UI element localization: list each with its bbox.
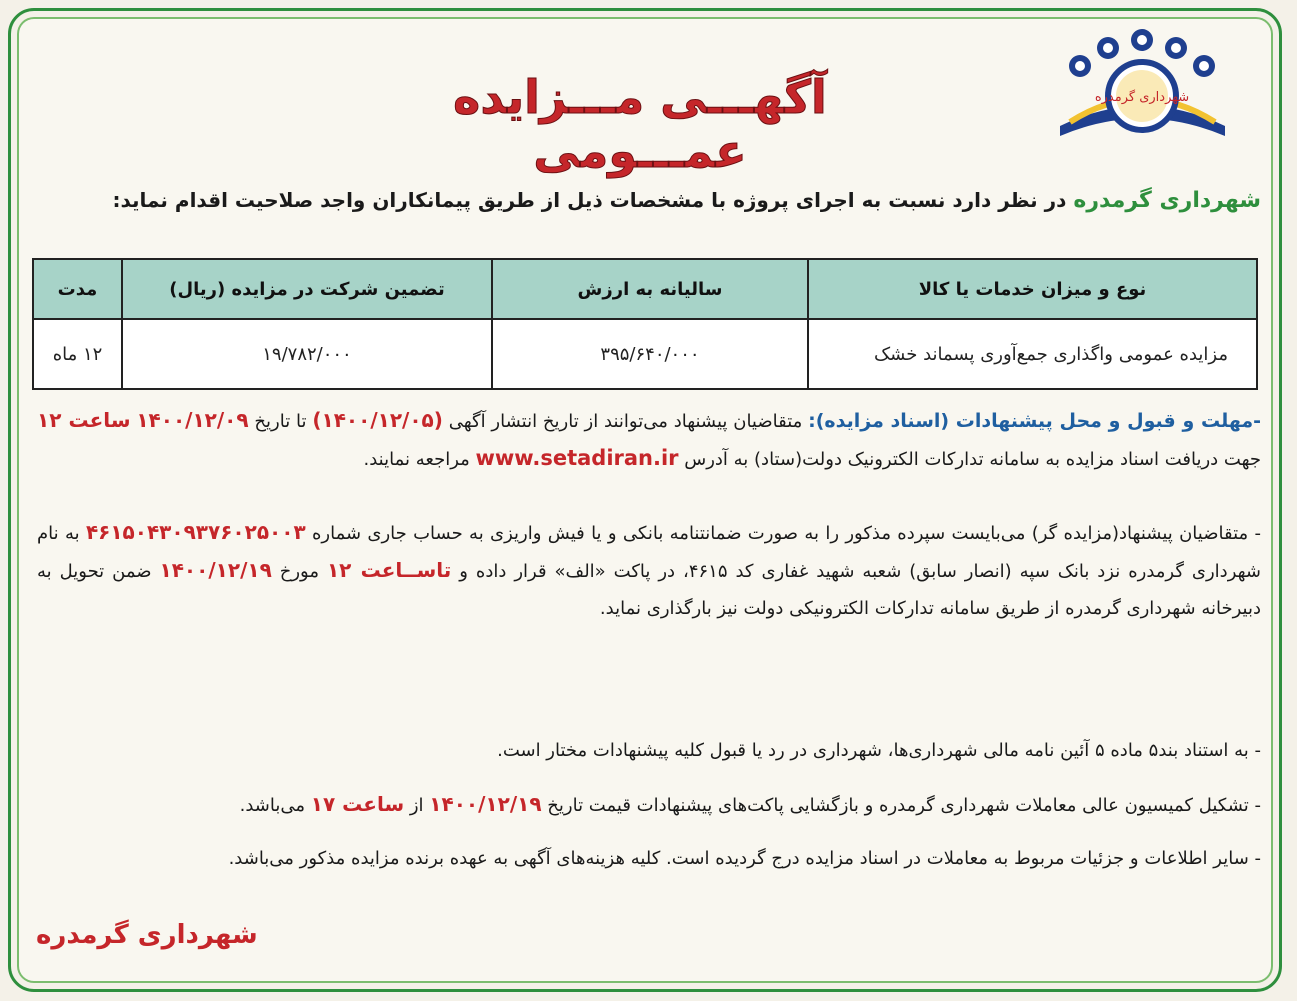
commission-hour: ساعت ۱۷ xyxy=(310,792,405,816)
intro-text xyxy=(41,188,1261,213)
commission-date: ۱۴۰۰/۱۲/۱۹ xyxy=(429,792,542,816)
table-row xyxy=(33,319,1257,389)
header-guarantee: تضمین شرکت در مزایده (ریال) xyxy=(122,259,492,319)
commission-text-3: می‌باشد. xyxy=(239,795,311,816)
auction-table xyxy=(32,258,1258,390)
deposit-text-3: مورخ xyxy=(271,561,327,582)
deposit-date: ۱۴۰۰/۱۲/۱۹ xyxy=(159,558,272,582)
deadline-hour: ساعت ۱۲ xyxy=(37,408,131,432)
deadline-text-1: متقاضیان پیشنهاد می‌توانند از تاریخ انتشار آگهی xyxy=(442,411,809,432)
cell-guarantee: ۱۹/۷۸۲/۰۰۰ xyxy=(122,319,492,389)
deposit-paragraph xyxy=(37,514,1261,627)
deposit-hour: تاســاعت ۱۲ xyxy=(326,558,452,582)
commission-text-2: از xyxy=(404,795,430,816)
cell-annual-value: ۳۹۵/۶۴۰/۰۰۰ xyxy=(492,319,808,389)
header-annual-value: سالیانه به ارزش xyxy=(492,259,808,319)
setad-link[interactable]: www.setadiran.ir xyxy=(475,446,679,470)
deadline-paragraph xyxy=(37,402,1261,478)
date-from: (۱۴۰۰/۱۲/۰۵) xyxy=(312,408,443,432)
deposit-text-4: ضمن تحویل به دبیرخانه شهرداری گرمدره از طریق سامانه تدارکات الکترونیکی دولت نیز بارگذاری نماید. xyxy=(37,561,1261,619)
clause5-paragraph: - به استناد بند۵ ماده ۵ آئین نامه مالی شهرداری‌ها، شهرداری در رد یا قبول کلیه پیشنهادات مختار است. xyxy=(497,740,1261,761)
cell-duration: ۱۲ ماه xyxy=(33,319,122,389)
deadline-heading: -مهلت و قبول و محل پیشنهادات (اسناد مزایده): xyxy=(808,410,1262,432)
commission-text-1: - تشکیل کمیسیون عالی معاملات شهرداری گرمدره و بازگشایی پاکت‌های پیشنهادات قیمت تاریخ xyxy=(541,795,1261,816)
footer-signature: شهرداری گرمدره xyxy=(36,920,258,950)
commission-paragraph xyxy=(37,786,1261,824)
municipality-logo-icon xyxy=(1040,26,1245,144)
table-header-row xyxy=(33,259,1257,319)
logo-text: شهرداری گرمدره xyxy=(1094,90,1190,105)
cell-service: مزایده عمومی واگذاری جمع‌آوری پسماند خشک xyxy=(808,319,1257,389)
page-title: آگهـــی مـــزایده عمـــومی xyxy=(453,70,827,178)
intro-body: در نظر دارد نسبت به اجرای پروژه با مشخصات ذیل از طریق پیمانکاران واجد صلاحیت اقدام نماید: xyxy=(112,188,1074,212)
deadline-text-2: تا تاریخ xyxy=(248,411,313,432)
intro-org: شهرداری گرمدره xyxy=(1073,188,1261,213)
account-number: ۴۶۱۵۰۴۳۰۹۳۷۶۰۲۵۰۰۳ xyxy=(85,520,306,544)
date-to: ۱۴۰۰/۱۲/۰۹ xyxy=(136,408,249,432)
deposit-text-2: به نام شهرداری گرمدره نزد بانک سپه (انصار سابق) شعبه شهید غفاری کد ۴۶۱۵، در پاکت «الف» قرار داده و xyxy=(37,523,1261,582)
deadline-text-3: جهت دریافت اسناد مزایده به سامانه تدارکات الکترونیک دولت(ستاد) به آدرس xyxy=(678,449,1261,470)
deposit-text-1: - متقاضیان پیشنهاد(مزایده گر) می‌بایست سپرده مذکور را به صورت ضمانتنامه بانکی و یا فیش واریزی به حساب جاری شماره xyxy=(305,523,1261,544)
header-duration: مدت xyxy=(33,259,122,319)
deadline-text-4: مراجعه نمایند. xyxy=(363,449,476,470)
other-paragraph: - سایر اطلاعات و جزئیات مربوط به معاملات در اسناد مزایده درج گردیده است. کلیه هزینه‌های آگهی به عهده برنده مزایده مذکور می‌باشد. xyxy=(228,848,1261,869)
header-service: نوع و میزان خدمات یا کالا xyxy=(808,259,1257,319)
